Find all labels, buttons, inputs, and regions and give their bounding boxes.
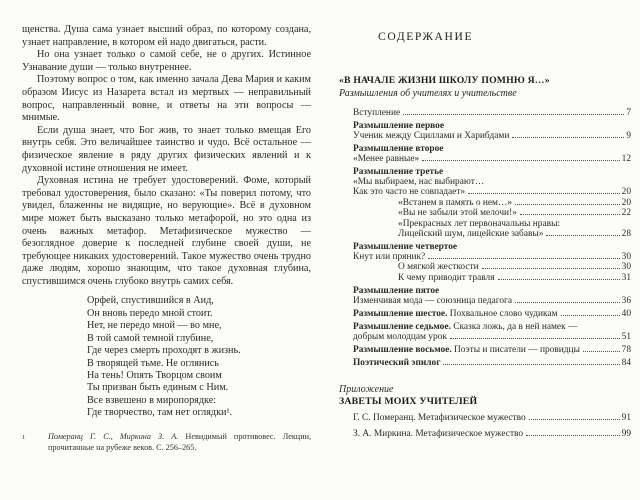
dot-leader bbox=[515, 204, 620, 205]
toc-entry bbox=[398, 273, 631, 283]
toc-entry bbox=[353, 309, 631, 319]
paragraph: Духовная истина не требует удостоверений. Фоме, который требовал удостоверения, было сказано: «Ты поверил потому, что увидел, блаженны не видящие, но верующие». Всё в духовном мире может быть высказано только метафорой, но это одна из очень важных метафор. Метафизическое мужество — безоглядное доверие к последней глубине своей души, не требующее никаких удостоверений. Такое мужество очень трудно даже людям, хорошо знающим, что такое духовная глубина, спустившимся очень глубоко внутрь самих себя. bbox=[22, 175, 311, 287]
footnote-authors: Померанц Г. С., Миркина З. А. bbox=[48, 432, 179, 441]
toc-entry-label: «Менее равные» bbox=[353, 154, 420, 164]
toc-entry bbox=[353, 121, 631, 141]
footnote-source: Невидимый противовес. Лекции, прочитанные на рубеже веков. С. 256–265. bbox=[48, 432, 311, 452]
toc-entry-label: Размышление шестое. Похвальное слово чудикам bbox=[353, 308, 558, 319]
toc-entry bbox=[353, 286, 631, 306]
toc-entry bbox=[353, 429, 631, 439]
toc-entry-page-number: 84 bbox=[621, 357, 631, 368]
toc-entry-label: Размышление восьмое. Поэты и писатели — провидцы bbox=[353, 344, 580, 355]
dot-leader bbox=[443, 364, 619, 365]
left-page bbox=[22, 24, 311, 489]
paragraph: Поэтому вопрос о том, как именно зачала Дева Мария и каким образом Иисус из Назарета встал из мертвых — неправильный вопрос, направленный вовне, и ответы на эти вопросы — мнимые. bbox=[22, 74, 311, 124]
toc-entry-label: Ученик между Сциллами и Харибдами bbox=[353, 131, 510, 141]
toc-entry-page-number: 91 bbox=[621, 412, 631, 423]
toc-entry-label: Кнут или пряник? bbox=[353, 251, 426, 262]
poem-line: Нет, не передо мной — во мне, bbox=[87, 320, 222, 332]
dot-leader bbox=[428, 258, 619, 259]
toc-entry-row bbox=[353, 296, 631, 306]
toc-entry bbox=[398, 219, 631, 239]
toc-entry-page-number: 31 bbox=[621, 272, 631, 283]
poem-line: На тень! Опять Творцом своим bbox=[87, 369, 222, 381]
dot-leader bbox=[498, 279, 620, 280]
dot-leader bbox=[512, 137, 624, 138]
toc-entry bbox=[398, 262, 631, 272]
toc-entry-page-number: 30 bbox=[621, 251, 631, 262]
toc-entry bbox=[353, 345, 631, 355]
toc-appendix bbox=[339, 384, 631, 439]
toc-entry-row bbox=[353, 131, 631, 141]
toc-entry-heading: Размышление третье bbox=[353, 167, 444, 177]
toc-entry-page-number: 51 bbox=[621, 331, 631, 342]
poem-line: Орфей, спустившийся в Аид, bbox=[87, 295, 214, 307]
toc-entry bbox=[353, 358, 631, 368]
toc-entry-row bbox=[398, 219, 631, 229]
dot-leader bbox=[450, 338, 620, 339]
toc-entry bbox=[353, 167, 631, 197]
toc-entry bbox=[398, 198, 631, 208]
toc-part-title: «В НАЧАЛЕ ЖИЗНИ ШКОЛУ ПОМНЮ Я…» bbox=[339, 75, 550, 86]
toc-entry-page-number: 30 bbox=[621, 262, 631, 272]
toc-entry-row bbox=[353, 154, 631, 164]
toc-entry bbox=[398, 208, 631, 218]
dot-leader bbox=[529, 419, 620, 420]
poem-line: В той самой темной глубине, bbox=[87, 332, 214, 344]
toc-entry-row bbox=[398, 273, 631, 283]
poem-line: В творящей тьме. Не оглянись bbox=[87, 357, 219, 369]
dot-leader bbox=[515, 302, 620, 303]
toc-entry-row bbox=[398, 198, 631, 208]
toc-entry-page-number: 12 bbox=[621, 154, 631, 164]
footnote bbox=[22, 432, 311, 453]
toc-entry-page-number: 99 bbox=[621, 428, 631, 439]
toc-entry-page-number: 28 bbox=[621, 228, 631, 239]
toc-entry-page-number: 22 bbox=[621, 208, 631, 218]
toc-entry-label: З. А. Миркина. Метафизическое мужество bbox=[353, 428, 524, 439]
dot-leader bbox=[422, 160, 619, 161]
toc-entry-heading: Размышление четвертое bbox=[353, 241, 458, 252]
toc-entry-page-number: 20 bbox=[621, 197, 631, 208]
toc-entry-label: Как это часто не совпадает» bbox=[353, 187, 466, 197]
toc-entry-row bbox=[353, 187, 631, 197]
paragraph: щенства. Душа сама узнает высший образ, по которому создана, узнает направление, в котором ей надо двигаться, расти. bbox=[22, 24, 311, 48]
toc-entry-page-number: 20 bbox=[621, 187, 631, 197]
toc-entry-heading: Размышление второе bbox=[353, 144, 444, 154]
left-page-text bbox=[22, 24, 311, 288]
toc-entry-page-number: 7 bbox=[626, 108, 631, 118]
dot-leader bbox=[468, 193, 620, 194]
appendix-label: Приложение bbox=[339, 383, 394, 395]
footnote-marker: 1 bbox=[22, 434, 26, 441]
poem-line: Где творчество, там нет оглядки¹. bbox=[87, 407, 233, 419]
toc-entry-label: Изменчивая мода — союзница педагога bbox=[353, 295, 513, 306]
toc-entry-label: Лицейский шум, лицейские забавы» bbox=[398, 228, 544, 239]
toc-entry-page-number: 78 bbox=[621, 344, 631, 355]
poem-line: Он вновь передо мной стоит. bbox=[87, 307, 213, 319]
toc-entry bbox=[353, 413, 631, 423]
dot-leader bbox=[526, 435, 620, 436]
toc-entry-label: Вступление bbox=[353, 108, 401, 118]
toc-entry-row bbox=[353, 429, 631, 439]
toc-part-subtitle: Размышления об учителях и учительстве bbox=[339, 88, 517, 99]
appendix-title: ЗАВЕТЫ МОИХ УЧИТЕЛЕЙ bbox=[339, 395, 478, 407]
appendix-list bbox=[339, 413, 631, 439]
poem-line: Ты призван быть единым с Ним. bbox=[87, 382, 229, 394]
toc-entry-heading: Размышление пятое bbox=[353, 285, 440, 296]
dot-leader bbox=[583, 351, 620, 352]
toc-entry-row bbox=[398, 208, 631, 218]
toc-entry-page-number: 9 bbox=[626, 131, 631, 141]
toc-entry-label: Г. С. Померанц. Метафизическое мужество bbox=[353, 412, 526, 423]
toc-entry bbox=[353, 242, 631, 262]
footnote-text bbox=[48, 432, 311, 453]
toc-entry-row bbox=[353, 108, 631, 118]
toc-entry-label: «Прекрасных лет первоначальны нравы: bbox=[398, 218, 560, 229]
toc-entry-label: добрым молодцам урок bbox=[353, 331, 447, 342]
toc-entry-row bbox=[398, 262, 631, 272]
dot-leader bbox=[520, 214, 620, 215]
paragraph: Если душа знает, что Бог жив, то знает только вмещая Его внутрь себя. Это величайшее таинство и чудо. Всё остальное — физическое явление в ряду других физических явлений и к духовной истине отношения не имеет. bbox=[22, 124, 311, 174]
toc-entry-label: О мягкой жесткости bbox=[398, 262, 479, 272]
toc-entry-row bbox=[353, 413, 631, 423]
toc-entry-row bbox=[353, 332, 631, 342]
toc-entry-heading: Размышление первое bbox=[353, 121, 445, 131]
dot-leader bbox=[561, 315, 620, 316]
toc-entry-label: Поэтический эпилог bbox=[353, 357, 441, 368]
toc-entry-page-number: 40 bbox=[621, 308, 631, 319]
toc-entry-row bbox=[398, 229, 631, 239]
toc-entry bbox=[353, 144, 631, 164]
toc-entry-row bbox=[353, 252, 631, 262]
dot-leader bbox=[546, 235, 619, 236]
toc-entry-label: «Вы не забыли этой мелочи!» bbox=[398, 208, 517, 218]
dot-leader bbox=[482, 268, 620, 269]
toc-entry-row bbox=[353, 309, 631, 319]
right-page-toc bbox=[339, 30, 631, 439]
toc-title: СОДЕРЖАНИЕ bbox=[378, 30, 474, 43]
toc-entry bbox=[353, 322, 631, 342]
toc-entry-row bbox=[353, 322, 631, 332]
toc-entry bbox=[353, 108, 631, 118]
toc-entry-label: «Встанем в память о нем…» bbox=[398, 197, 513, 208]
toc-entry-row bbox=[353, 358, 631, 368]
poem-line: Все взвешено в миропорядке: bbox=[87, 394, 217, 406]
toc-entry-row bbox=[353, 345, 631, 355]
toc-entry-label: Размышление седьмое. Сказка ложь, да в ней намек — bbox=[353, 321, 578, 332]
poem-line: Где через смерть проходят в жизнь. bbox=[87, 345, 241, 357]
dot-leader bbox=[403, 114, 624, 115]
poem bbox=[87, 295, 311, 419]
toc-entry-label: «Мы выбираем, нас выбирают… bbox=[353, 177, 485, 187]
toc-entry-label: К чему приводит травля bbox=[398, 272, 495, 283]
paragraph: Но она узнает только о самой себе, не о других. Истинное Узнавание души — только внутреннее. bbox=[22, 49, 311, 73]
toc-list bbox=[339, 108, 631, 368]
toc-entry-page-number: 36 bbox=[621, 295, 631, 306]
toc-entry-row bbox=[353, 177, 631, 187]
